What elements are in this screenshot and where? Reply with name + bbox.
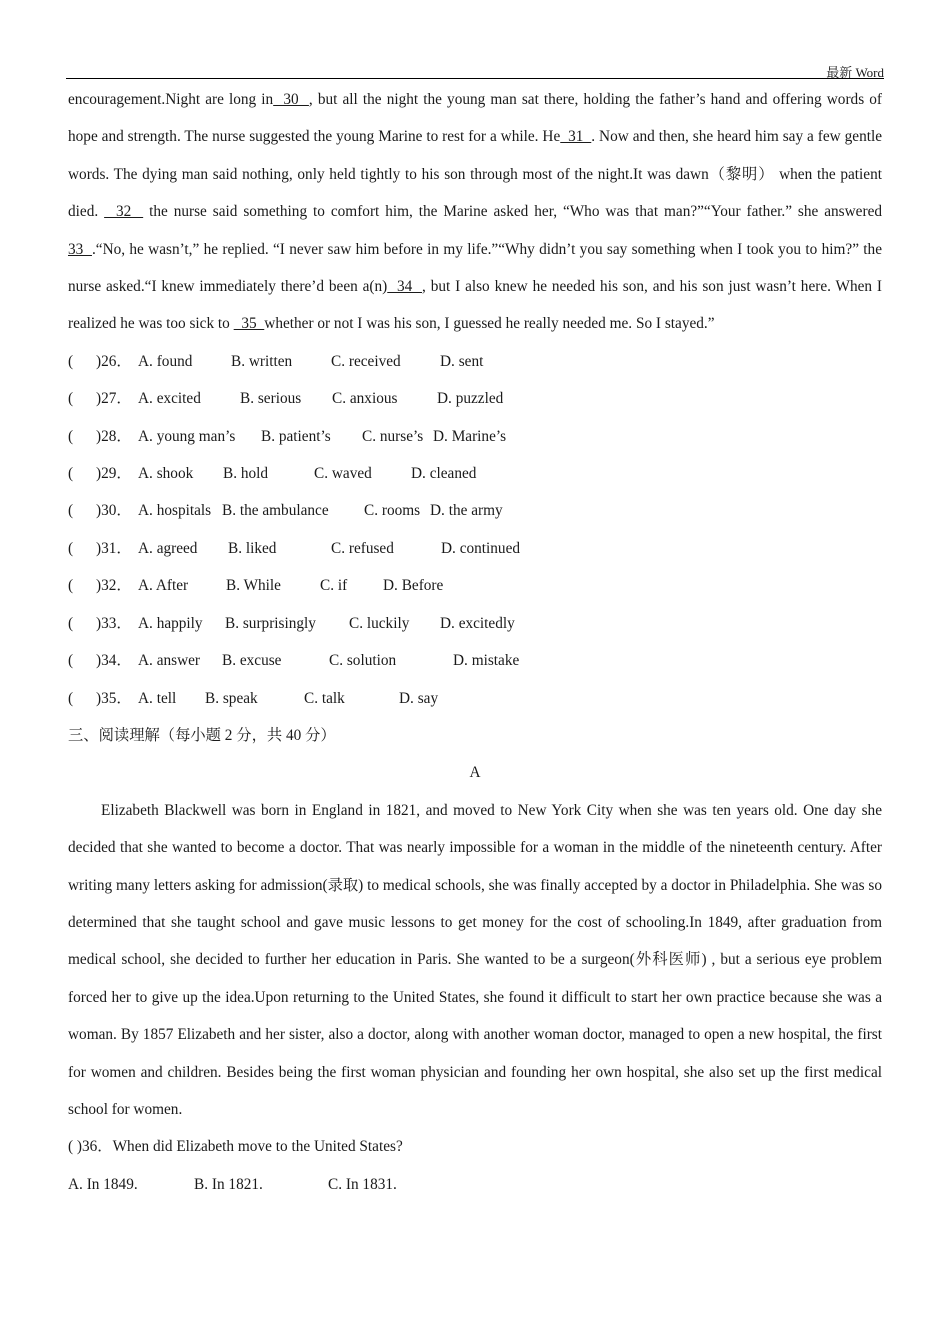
option-b: B. In 1821. [194, 1175, 263, 1193]
question-26 [68, 343, 882, 380]
section-heading: 三、阅读理解（每小题 2 分，共 40 分） [68, 726, 336, 744]
question-35 [68, 680, 882, 717]
cloze-text: the nurse said something to comfort him, the Marine asked her, “Who was that man?”“Your father.” she answered [143, 203, 883, 221]
option-a: A. tell [138, 689, 177, 707]
option-c: C. nurse’s [362, 427, 424, 445]
option-a: A. In 1849. [68, 1175, 138, 1193]
option-d: D. excitedly [440, 614, 515, 632]
option-b: B. serious [240, 390, 302, 408]
option-a: A. happily [138, 614, 203, 632]
option-d: D. Marine’s [433, 427, 507, 445]
question-number: ( )33． [68, 614, 132, 632]
option-a: A. agreed [138, 539, 198, 557]
question-27 [68, 380, 882, 417]
option-d: D. sent [440, 352, 484, 370]
option-a: A. hospitals [138, 502, 212, 520]
header-rule [66, 78, 884, 79]
blank-32: 32 [104, 203, 144, 221]
document-body [68, 81, 882, 1203]
option-b: B. liked [228, 539, 277, 557]
question-30 [68, 492, 882, 529]
option-b: B. hold [223, 465, 269, 483]
question-number: ( )26． [68, 352, 132, 370]
option-a: A. answer [138, 652, 201, 670]
question-number: ( )27． [68, 390, 132, 408]
option-a: A. excited [138, 390, 201, 408]
option-b: B. written [231, 352, 293, 370]
cloze-text: . Now and then, she heard him say a few gentle words. The dying man said nothing, only held tightly to his son through most of the night.It was dawn（黎明） when the patient died. [68, 128, 883, 221]
option-d: D. mistake [453, 652, 520, 670]
question-36-options [68, 1166, 882, 1203]
option-c: C. anxious [332, 390, 398, 408]
option-b: B. patient’s [261, 427, 331, 445]
option-d: D. cleaned [411, 465, 477, 483]
option-c: C. if [320, 577, 348, 595]
question-number: ( )34． [68, 652, 132, 670]
question-28 [68, 418, 882, 455]
cloze-text: , but all the night the young man sat there, holding the father’s hand and offering words of hope and strength. The nurse suggested the young Marine to rest for a while. He [68, 91, 882, 146]
passage-label: A [469, 764, 481, 782]
option-c: C. talk [304, 689, 345, 707]
question-31 [68, 530, 882, 567]
option-d: D. puzzled [437, 390, 504, 408]
cloze-text: , but I also knew he needed his son, and his son just wasn’t here. When I realized he was too sick to [68, 278, 883, 333]
option-c: C. waved [314, 465, 372, 483]
reading-passage: Elizabeth Blackwell was born in England in 1821, and moved to New York City when she was ten years old. One day she decided that she wanted to become a doctor. That was nearly impossible for a woman in the middle of the nineteenth century. After writing many letters asking for admission(录取) to medical schools, she was finally accepted by a doctor in Philadelphia. She was so determined that she taught school and gave music lessons to get money for the cost of schooling.In 1849, after graduation from medical school, she decided to further her education in Paris. She wanted to be a surgeon(外科医师) , but a serious eye problem forced her to give up the idea.Upon returning to the United States, she found it difficult to start her own practice because she was a woman. By 1857 Elizabeth and her sister, also a doctor, along with another woman doctor, managed to open a new hospital, the first for women and children. Besides being the first woman physician and founding her own hospital, she also set up the first medical school for women. [68, 801, 882, 1118]
blank-34: 34 [387, 278, 423, 296]
question-number: ( )28． [68, 427, 132, 445]
option-c: C. solution [329, 652, 397, 670]
question-number: ( )31． [68, 539, 132, 557]
option-b: B. speak [205, 689, 258, 707]
option-c: C. In 1831. [328, 1175, 397, 1193]
option-a: A. shook [138, 465, 194, 483]
option-c: C. rooms [364, 502, 421, 520]
option-a: A. young man’s [138, 427, 236, 445]
option-b: B. the ambulance [222, 502, 329, 520]
cloze-passage [68, 81, 882, 343]
option-a: A. found [138, 352, 193, 370]
option-c: C. received [331, 352, 401, 370]
option-b: B. surprisingly [225, 614, 316, 632]
option-b: B. excuse [222, 652, 282, 670]
question-32 [68, 567, 882, 604]
option-d: D. the army [430, 502, 503, 520]
question-36-stem: ( )36．When did Elizabeth move to the United States? [68, 1138, 403, 1156]
option-c: C. refused [331, 539, 394, 557]
cloze-text: .“No, he wasn’t,” he replied. “I never saw him before in my life.”“Why didn’t you say something when I took you to him?” the nurse asked.“I knew immediately there’d been a(n) [68, 240, 882, 296]
cloze-text: encouragement.Night are long in [68, 91, 274, 108]
blank-35: 35 [233, 315, 265, 333]
question-number: ( )35． [68, 689, 132, 707]
option-a: A. After [138, 577, 189, 595]
question-34 [68, 642, 882, 679]
cloze-text: whether or not I was his son, I guessed he really needed me. So I stayed.” [264, 315, 715, 333]
option-c: C. luckily [349, 614, 410, 632]
question-number: ( )30． [68, 502, 132, 520]
option-d: D. Before [383, 577, 444, 595]
page-header-label: 最新 Word [826, 65, 884, 80]
blank-31: 31 [560, 128, 592, 146]
question-number: ( )29． [68, 465, 132, 483]
blank-33: 33 [68, 240, 92, 258]
question-33 [68, 605, 882, 642]
option-d: D. say [399, 689, 439, 707]
question-number: ( )32． [68, 577, 132, 595]
option-d: D. continued [441, 539, 521, 557]
blank-30: 30 [273, 91, 309, 108]
question-29 [68, 455, 882, 492]
option-b: B. While [226, 577, 281, 595]
